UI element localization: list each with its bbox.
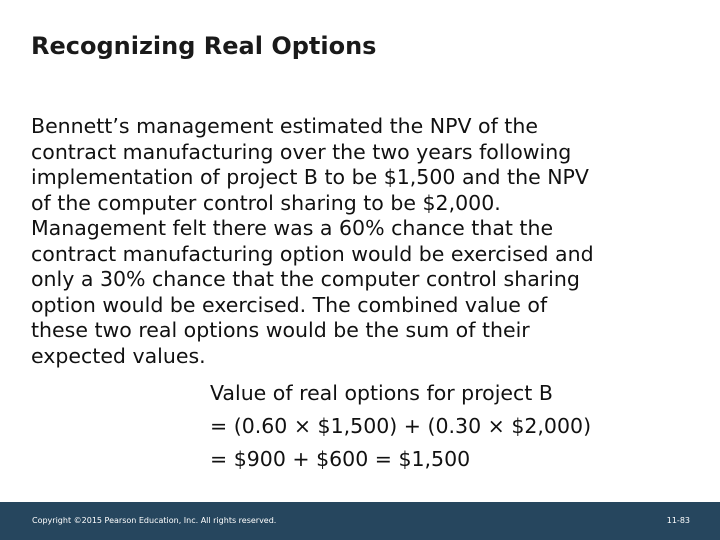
body-line: Bennett’s management estimated the NPV of the — [31, 114, 538, 138]
formula-heading: Value of real options for project B — [210, 381, 553, 405]
page-number: 11-83 — [666, 516, 690, 525]
copyright-notice: Copyright ©2015 Pearson Education, Inc. All rights reserved. — [32, 516, 277, 525]
slide-body — [31, 114, 691, 369]
body-line: contract manufacturing over the two years following — [31, 139, 572, 164]
body-line: expected values. — [31, 343, 206, 368]
body-line: Management felt there was a 60% chance that the — [31, 216, 554, 240]
body-line: option would be exercised. The combined value of — [31, 292, 548, 317]
body-line: of the computer control sharing to be $2,000. — [31, 190, 501, 215]
body-line: these two real options would be the sum of their — [31, 318, 530, 342]
body-line: contract manufacturing option would be exercised and — [31, 241, 594, 266]
slide-title: Recognizing Real Options — [31, 32, 377, 60]
formula-block — [210, 377, 591, 476]
body-line: only a 30% chance that the computer control sharing — [31, 267, 580, 291]
formula-result: = $900 + $600 = $1,500 — [210, 447, 471, 471]
footer-bar — [0, 502, 720, 540]
body-line: implementation of project B to be $1,500 and the NPV — [31, 165, 589, 189]
formula-expression: = (0.60 × $1,500) + (0.30 × $2,000) — [210, 414, 592, 438]
